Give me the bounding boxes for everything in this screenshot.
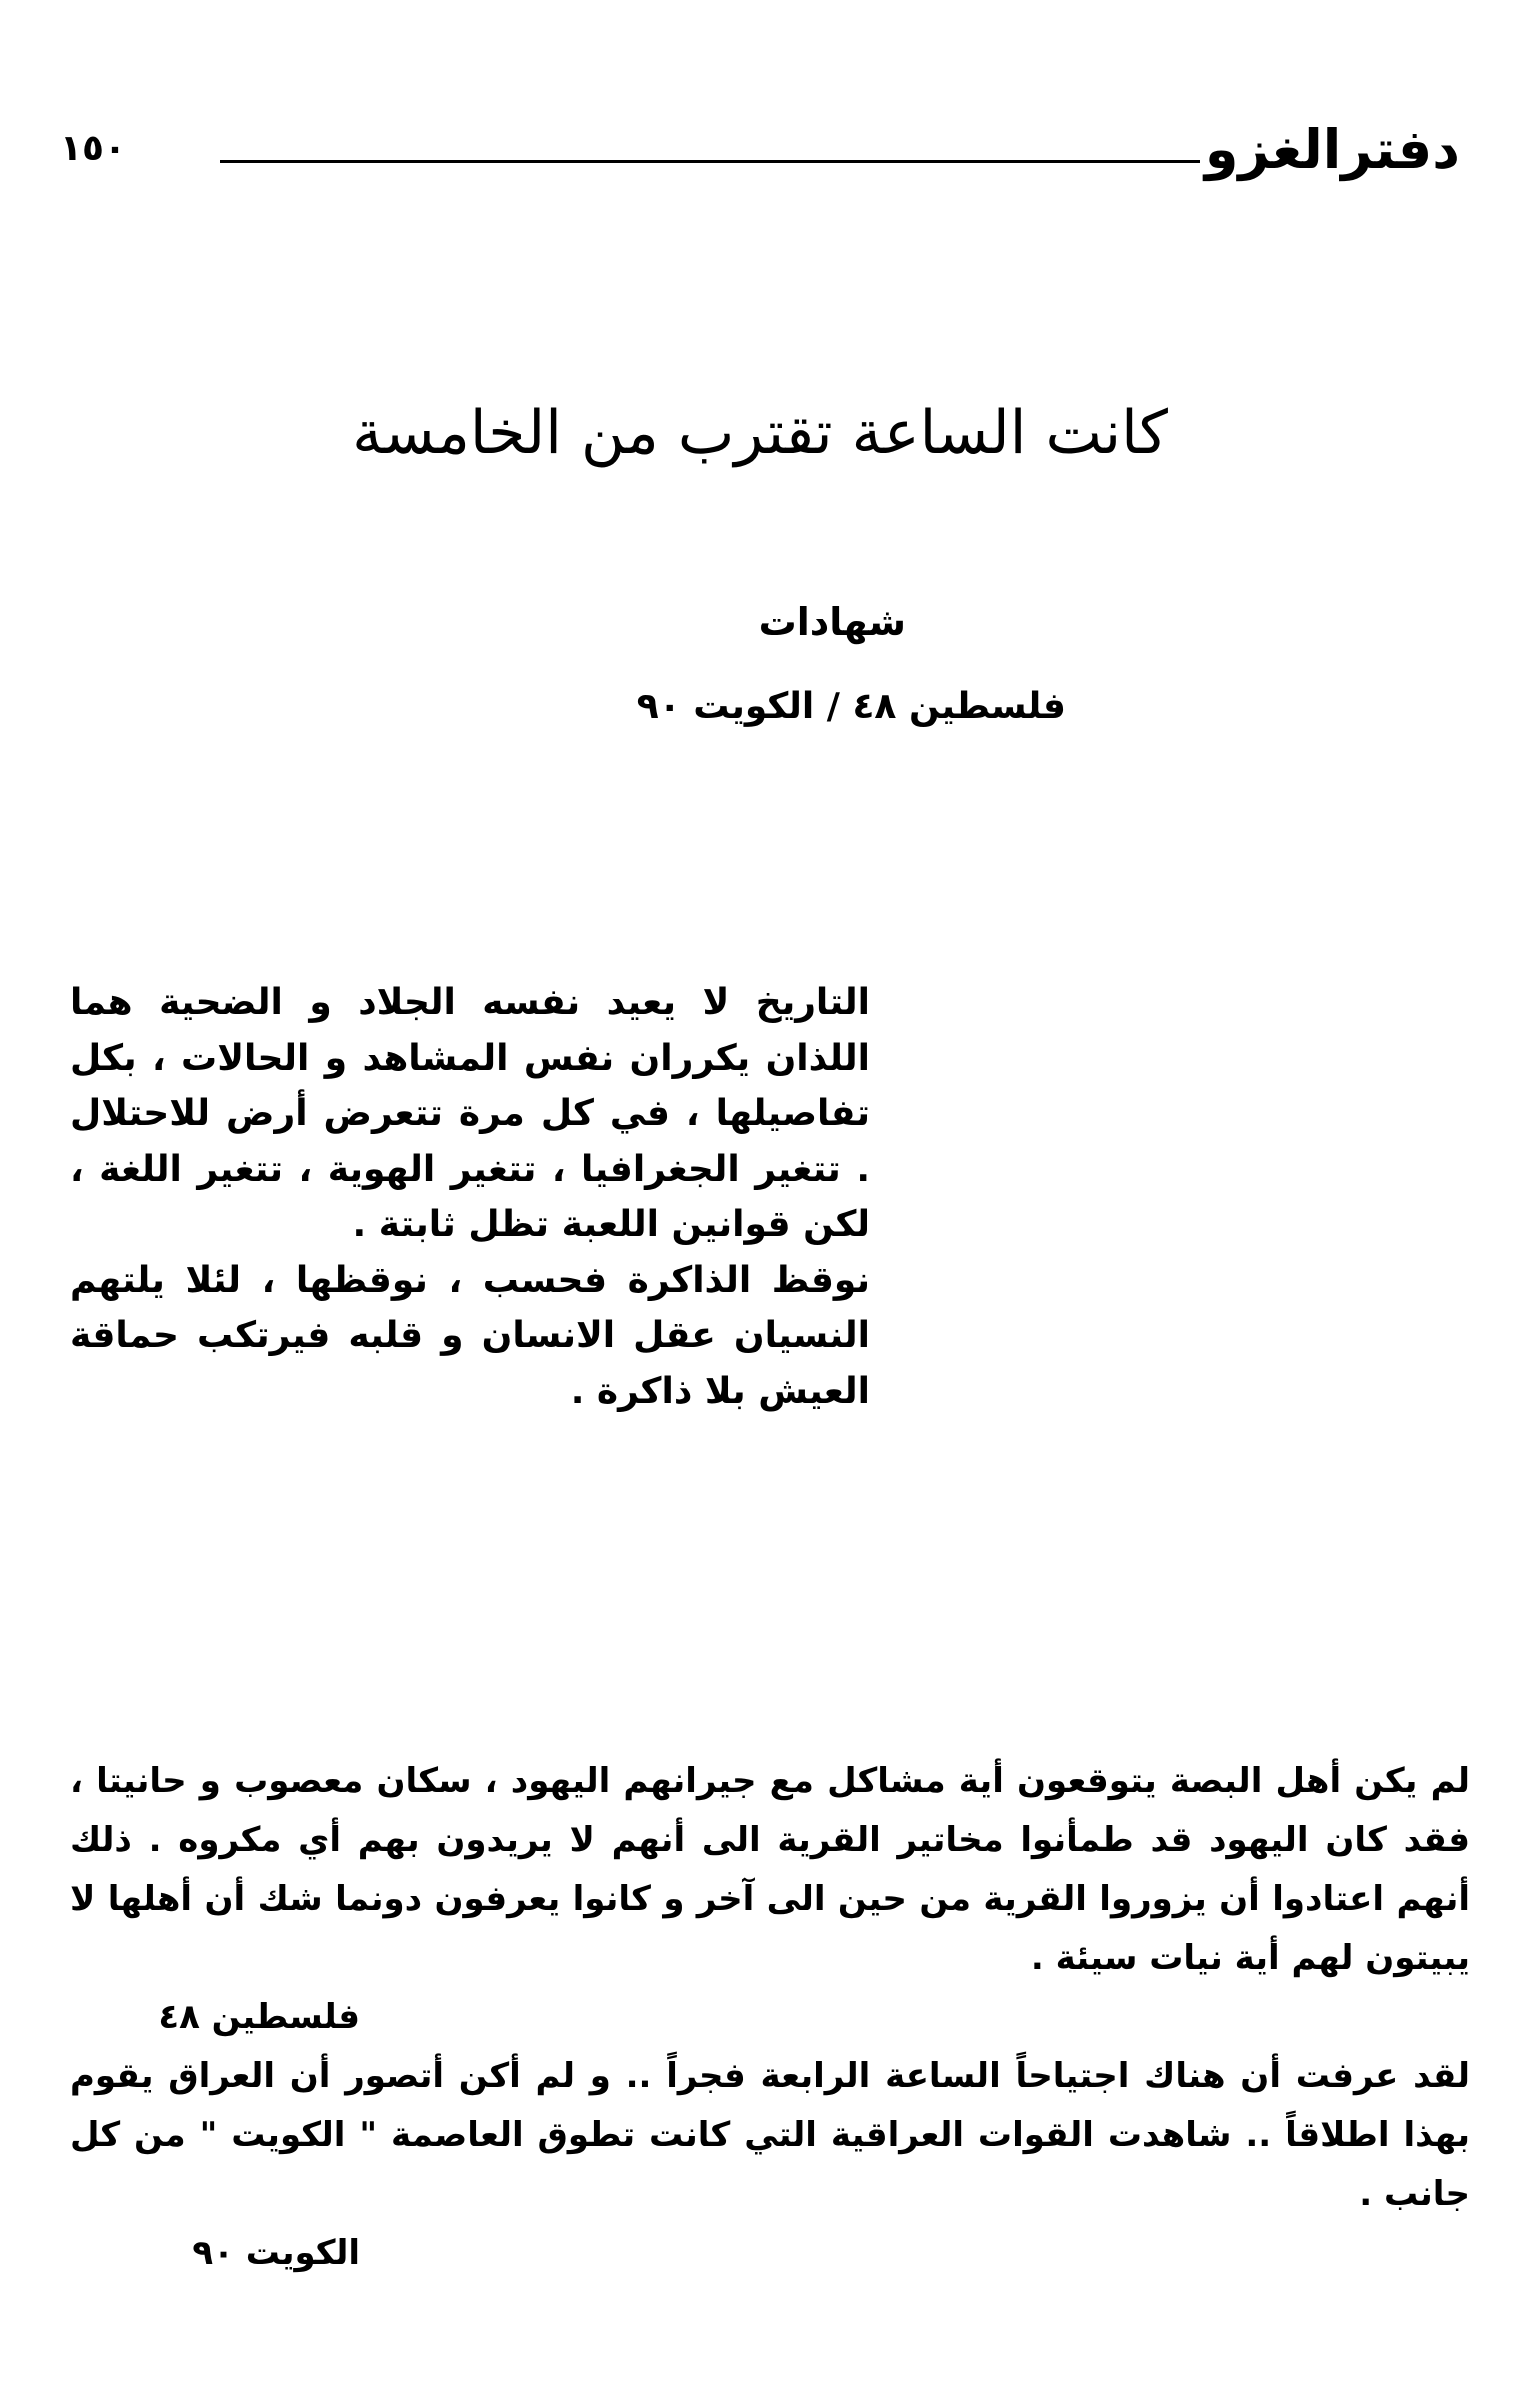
article-title: كانت الساعة تقترب من الخامسة	[352, 398, 1168, 469]
section-subheading: شهادات	[758, 600, 906, 644]
epigraph	[70, 975, 870, 1419]
running-header	[60, 118, 1460, 181]
epigraph-paragraph: نوقظ الذاكرة فحسب ، نوقظها ، لئلا يلتهم النسيان عقل الانسان و قلبه فيرتكب حماقة العيش بلا ذاكرة .	[70, 1259, 870, 1412]
testimony-label: الكويت ٩٠	[192, 2233, 360, 2273]
book-title: دفترالغزو	[1204, 118, 1460, 181]
page-number: ١٥٠	[60, 128, 126, 169]
body-paragraph: لم يكن أهل البصة يتوقعون أية مشاكل مع جيرانهم اليهود ، سكان معصوب و حانيتا ، فقد كان اليهود قد طمأنوا مخاتير القرية الى أنهم لا يريدون بهم أي مكروه . ذلك أنهم اعتادوا أن يزوروا القرية من حين الى آخر و كانوا يعرفون دونما شك أن أهلها لا يبيتون لهم أية نيات سيئة .	[70, 1761, 1470, 1978]
body-paragraph: لقد عرفت أن هناك اجتياحاً الساعة الرابعة فجراً .. و لم أكن أتصور أن العراق يقوم بهذا اطلاقاً .. شاهدت القوات العراقية التي كانت تطوق العاصمة " الكويت " من كل جانب .	[70, 2056, 1470, 2214]
epigraph-paragraph: التاريخ لا يعيد نفسه الجلاد و الضحية هما اللذان يكرران نفس المشاهد و الحالات ، بكل تفاصيلها ، في كل مرة تتعرض أرض للاحتلال . تتغير الجغرافيا ، تتغير الهوية ، تتغير اللغة ، لكن قوانين اللعبة تظل ثابتة .	[70, 982, 870, 1245]
header-rule	[220, 160, 1200, 163]
body-text	[70, 1752, 1470, 2283]
section-subtitle: فلسطين ٤٨ / الكويت ٩٠	[636, 686, 1066, 727]
testimony-label: فلسطين ٤٨	[158, 1997, 360, 2037]
